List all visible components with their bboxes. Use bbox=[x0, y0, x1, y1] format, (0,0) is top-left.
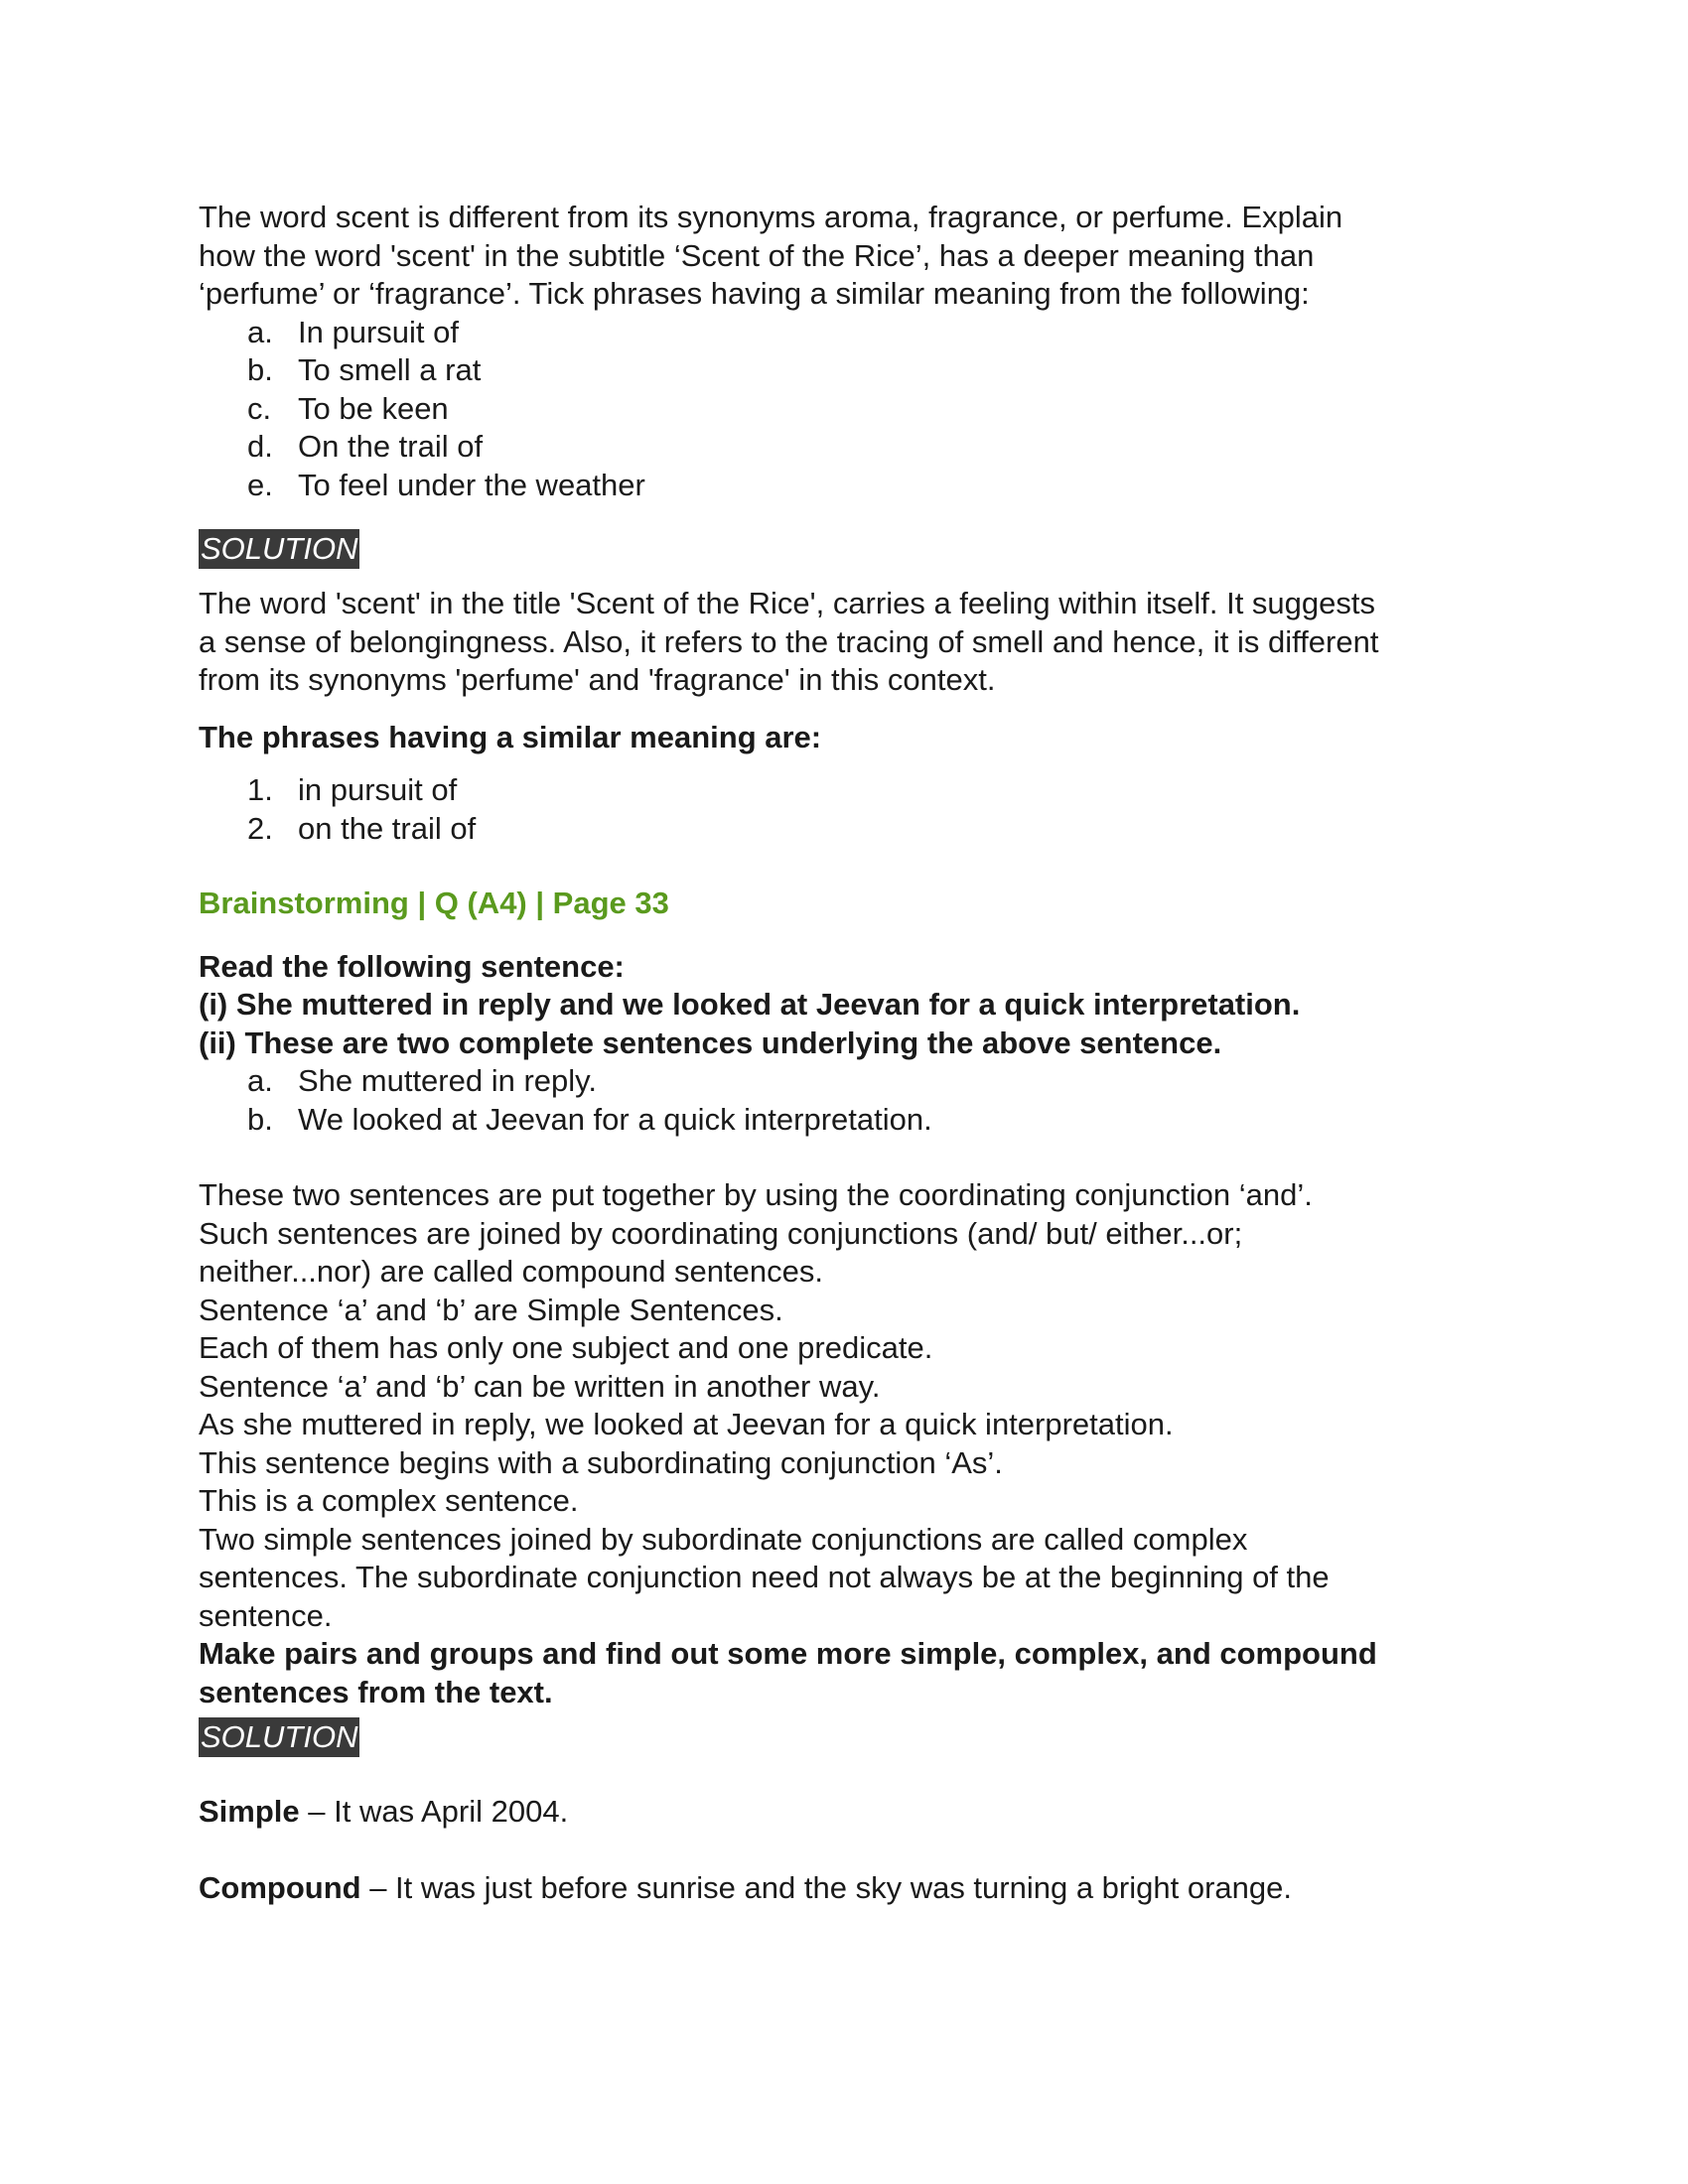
text-line: These two sentences are put together by using the coordinating conjunction ‘and’. bbox=[199, 1177, 1313, 1212]
list-item: b. We looked at Jeevan for a quick interpretation. bbox=[247, 1101, 932, 1137]
solution-badge-wrap bbox=[199, 529, 1489, 569]
text-line: how the word 'scent' in the subtitle ‘Scent of the Rice’, has a deeper meaning than bbox=[199, 237, 1315, 273]
text-line: a sense of belongingness. Also, it refers to the tracing of smell and hence, it is different bbox=[199, 623, 1379, 659]
list-item: 1. in pursuit of bbox=[247, 772, 458, 807]
text-line: (i) She muttered in reply and we looked at Jeevan for a quick interpretation. bbox=[199, 987, 1301, 1022]
question-2-task bbox=[199, 1635, 1489, 1711]
text-line: As she muttered in reply, we looked at Jeevan for a quick interpretation. bbox=[199, 1407, 1174, 1441]
text-line: Sentence ‘a’ and ‘b’ are Simple Sentences. bbox=[199, 1292, 783, 1327]
list-item: e. To feel under the weather bbox=[247, 467, 645, 502]
phrases-heading: The phrases having a similar meaning are: bbox=[199, 719, 822, 754]
solution-badge: SOLUTION bbox=[199, 529, 359, 569]
text-line: Two simple sentences joined by subordinate conjunctions are called complex bbox=[199, 1521, 1248, 1557]
list-item: 2. on the trail of bbox=[247, 810, 477, 846]
solution-badge: SOLUTION bbox=[199, 1717, 359, 1757]
question-2-options bbox=[199, 1062, 1489, 1139]
text-line: sentences. The subordinate conjunction need not always be at the beginning of the bbox=[199, 1560, 1330, 1594]
text-line: This sentence begins with a subordinating conjunction ‘As’. bbox=[199, 1444, 1003, 1480]
list-item: a. In pursuit of bbox=[247, 314, 459, 349]
text-line: Sentence ‘a’ and ‘b’ can be written in another way. bbox=[199, 1368, 881, 1404]
list-item: a. She muttered in reply. bbox=[247, 1063, 597, 1098]
text-line: Read the following sentence: bbox=[199, 948, 625, 984]
text-line: ‘perfume’ or ‘fragrance’. Tick phrases having a similar meaning from the following: bbox=[199, 276, 1310, 311]
answer-label: Simple bbox=[199, 1794, 300, 1829]
text-line: Each of them has only one subject and one predicate. bbox=[199, 1330, 933, 1365]
question-1-options bbox=[199, 314, 1489, 505]
document-page bbox=[199, 199, 1489, 1907]
text-line: This is a complex sentence. bbox=[199, 1483, 579, 1518]
text-line: sentence. bbox=[199, 1597, 333, 1633]
text-line: The word scent is different from its synonyms aroma, fragrance, or perfume. Explain bbox=[199, 200, 1343, 234]
solution-badge-wrap bbox=[199, 1717, 1489, 1757]
text-line: Make pairs and groups and find out some more simple, complex, and compound bbox=[199, 1636, 1377, 1671]
section-heading: Brainstorming | Q (A4) | Page 33 bbox=[199, 886, 669, 920]
answer-compound bbox=[199, 1869, 1489, 1908]
phrases-list bbox=[199, 771, 1489, 848]
list-item: d. On the trail of bbox=[247, 429, 484, 464]
question-2-body bbox=[199, 1176, 1489, 1635]
answer-label: Compound bbox=[199, 1869, 361, 1905]
answer-simple bbox=[199, 1793, 1489, 1832]
text-line: The word 'scent' in the title 'Scent of the Rice', carries a feeling within itself. It suggests bbox=[199, 586, 1376, 620]
list-item: c. To be keen bbox=[247, 390, 449, 426]
question-1-text bbox=[199, 199, 1489, 314]
list-item: b. To smell a rat bbox=[247, 352, 482, 387]
text-line: from its synonyms 'perfume' and 'fragrance' in this context. bbox=[199, 662, 996, 697]
question-2-prompt bbox=[199, 948, 1489, 1063]
text-line: Such sentences are joined by coordinating conjunctions (and/ but/ either...or; bbox=[199, 1215, 1243, 1251]
text-line: (ii) These are two complete sentences underlying the above sentence. bbox=[199, 1024, 1222, 1060]
solution-1-text bbox=[199, 585, 1489, 700]
answer-text: – It was April 2004. bbox=[299, 1794, 569, 1829]
text-line: sentences from the text. bbox=[199, 1674, 553, 1709]
answer-text: – It was just before sunrise and the sky was turning a bright orange. bbox=[360, 1869, 1292, 1905]
text-line: neither...nor) are called compound sentences. bbox=[199, 1254, 823, 1289]
